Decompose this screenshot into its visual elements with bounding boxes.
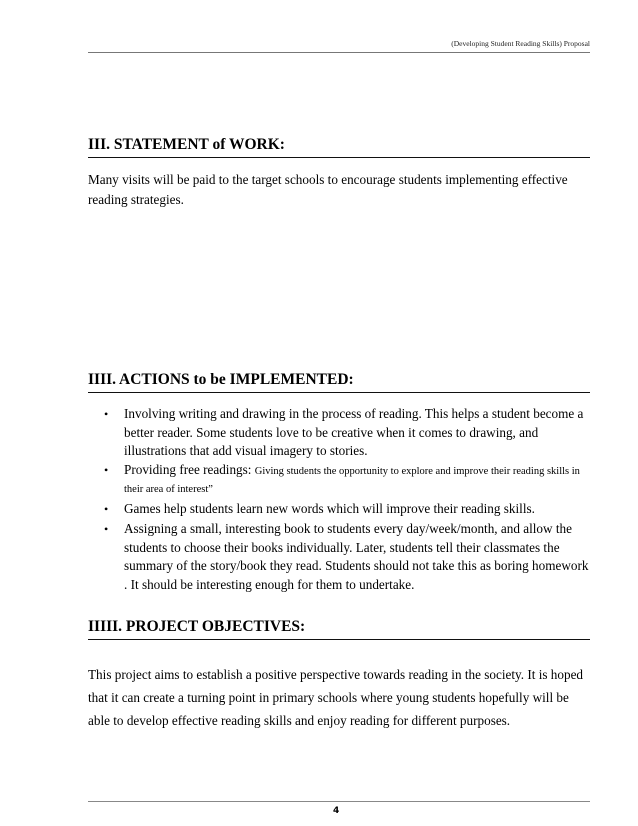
header-rule [88, 52, 590, 53]
bullet-icon: • [104, 462, 109, 477]
bullet-icon: • [104, 407, 109, 421]
list-item [88, 520, 590, 594]
objectives-heading: IIIII. PROJECT OBJECTIVES: [88, 618, 590, 640]
list-item [88, 461, 590, 498]
list-item-lead: Providing free readings: [124, 461, 255, 477]
list-item-small-text: Giving students the opportunity to explore and improve their reading skills in their area of interest” [124, 465, 580, 495]
actions-heading: IIII. ACTIONS to be IMPLEMENTED: [88, 371, 590, 393]
statement-of-work-body: Many visits will be paid to the target schools to encourage students implementing effective reading strategies. [88, 172, 568, 207]
list-item-text: Involving writing and drawing in the process of reading. This helps a student become a better reader. Some students love to be creative when it comes to drawing, and illustrations that add visual imagery to stories. [124, 406, 584, 458]
list-item-text: Assigning a small, interesting book to students every day/week/month, and allow the students to choose their books individually. Later, students tell their classmates the summary of the story/book they read. Students should not take this as boring homework . It should be interesting enough for them to undertake. [124, 521, 589, 592]
objectives-body: This project aims to establish a positive perspective towards reading in the society. It is hoped that it can create a turning point in primary schools where young students hopefully will be able to develop effective reading skills and enjoy reading for different purposes. [88, 667, 584, 728]
statement-of-work-heading: III. STATEMENT of WORK: [88, 136, 590, 158]
bullet-icon: • [104, 501, 109, 516]
page-number: 4 [333, 806, 340, 816]
list-item-text: Games help students learn new words which will improve their reading skills. [124, 500, 535, 516]
footer-rule [88, 801, 590, 802]
actions-list [88, 405, 590, 594]
list-item [88, 500, 590, 519]
running-header: (Developing Student Reading Skills) Proposal [451, 39, 590, 48]
bullet-icon: • [104, 522, 109, 536]
list-item [88, 405, 590, 461]
